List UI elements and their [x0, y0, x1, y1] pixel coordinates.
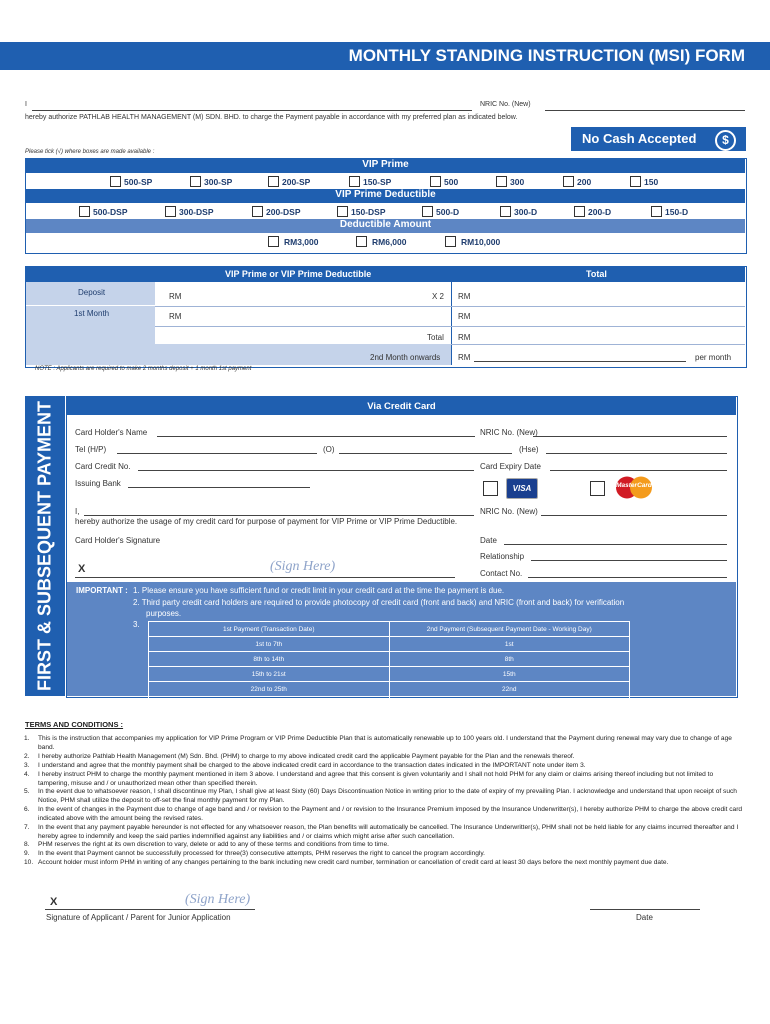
table-row [149, 622, 630, 637]
mastercard-logo-text: MasterCard [616, 482, 652, 489]
credit-card-header [67, 397, 736, 415]
checkbox-200-sp[interactable] [268, 176, 279, 187]
checkbox-200-d[interactable] [574, 206, 585, 217]
tel-o-label: (O) [323, 445, 335, 454]
term-text: In the event that Payment cannot be successfully processed for three(3) consecutive attempts, PHM reserves the right to cancel the program accordingly. [38, 850, 486, 857]
term-number: 7. [24, 824, 30, 831]
schedule-cell: 8th [389, 652, 630, 667]
schedule-cell: 1st to 7th [149, 637, 390, 652]
expiry-field[interactable] [550, 470, 727, 471]
option-300-sp: 300-SP [204, 177, 233, 187]
term-text: PHM reserves the right at its own discretion to vary, delete or add to any of these terms and conditions from time to time. [38, 841, 389, 848]
checkbox-150[interactable] [630, 176, 641, 187]
checkbox-200[interactable] [563, 176, 574, 187]
payment-divider-1 [26, 305, 155, 306]
term-number: 3. [24, 762, 30, 769]
mastercard-logo [612, 476, 656, 499]
option-200-dsp: 200-DSP [266, 207, 301, 217]
checkbox-500-dsp[interactable] [79, 206, 90, 217]
option-500-sp: 500-SP [124, 177, 153, 187]
payment-divider-4 [451, 344, 745, 345]
tel-hp-field[interactable] [117, 453, 317, 454]
total-label: Total [427, 333, 444, 342]
relationship-field[interactable] [531, 560, 727, 561]
option-300: 300 [510, 177, 525, 187]
option-500-dsp: 500-DSP [93, 207, 128, 217]
checkbox-500-sp[interactable] [110, 176, 121, 187]
term-text: In the event that any payment payable hereunder is not effected for any whatsoever reason, the Plan benefits will automatically be cancelled. The Insurance Underwritter(s), PHM shall not be held liable for any claims incurred thereafter and I hereby agree to indemnify and keep the said parties indemnified against any liabilities and / or claims which might arise after such cancellation. [38, 824, 739, 840]
schedule-cell: 26th to 31st [149, 697, 390, 712]
applicant-signature-label: Signature of Applicant / Parent for Junior Application [46, 913, 231, 922]
table-row [149, 637, 630, 652]
issuing-bank-field[interactable] [128, 487, 310, 488]
term-text: This is the instruction that accompanies my application for VIP Prime Program or VIP Prime Deductible Plan that is automatically renewable up to 100 years old. I understand that the Payment during renewal may vary due to change of age band. [38, 735, 732, 751]
applicant-sign-x: X [50, 896, 58, 908]
schedule-cell: 15th [389, 667, 630, 682]
payment-divider-col [451, 282, 452, 365]
holder-sign-x: X [78, 563, 86, 575]
holder-nric-label: NRIC No. (New) [480, 428, 538, 437]
auth-text: hereby authorize PATHLAB HEALTH MANAGEMENT (M) SDN. BHD. to charge the Payment payable in accordance with my preferred plan as indicated below. [25, 114, 518, 121]
holder-date-field[interactable] [504, 544, 727, 545]
vip-deductible-header [26, 189, 745, 203]
option-150-d: 150-D [665, 207, 689, 217]
schedule-cell: 15th to 21st [149, 667, 390, 682]
term-number: 1. [24, 735, 30, 742]
important-point-1: 1. Please ensure you have sufficient fund or credit limit in your credit card at the time the payment is due. [133, 586, 505, 595]
schedule-cell: 1st [389, 637, 630, 652]
holder-nric2-label: NRIC No. (New) [480, 507, 538, 516]
schedule-col-2-header: 2nd Payment (Subsequent Payment Date - Working Day) [389, 622, 630, 637]
applicant-name-field[interactable] [32, 110, 472, 111]
term-number: 9. [24, 850, 30, 857]
card-auth-text: hereby authorize the usage of my credit card for purpose of payment for VIP Prime or VIP Prime Deductible. [75, 517, 458, 526]
checkbox-300[interactable] [496, 176, 507, 187]
payment-table-header [26, 267, 745, 282]
option-150: 150 [644, 177, 659, 187]
term-text: I hereby instruct PHM to charge the monthly payment mentioned in item 3 above. I understand and agree that this consent is given voluntarily and I shall not hold PHM for any claim or claims arising thereof including but not limited to tampering, misuse and / or unauthorized mean other than specified therein. [38, 771, 714, 787]
vip-deductible-header-label: VIP Prime Deductible [335, 189, 436, 200]
first-month-label: 1st Month [74, 309, 110, 318]
checkbox-rm10000[interactable] [445, 236, 456, 247]
checkbox-rm6000[interactable] [356, 236, 367, 247]
schedule-cell: 26th [389, 697, 630, 712]
month1-rm: RM [169, 312, 182, 321]
page-title: MONTHLY STANDING INSTRUCTION (MSI) FORM [348, 46, 745, 65]
option-500-d: 500-D [436, 207, 460, 217]
tel-hse-field[interactable] [546, 453, 727, 454]
checkbox-mastercard[interactable] [590, 481, 605, 496]
tel-hse-label: (Hse) [519, 445, 539, 454]
holder-i-field[interactable] [84, 515, 474, 516]
holder-i-label: I, [75, 507, 80, 516]
card-no-field[interactable] [138, 470, 474, 471]
option-300-d: 300-D [514, 207, 538, 217]
holder-date-label: Date [480, 536, 497, 545]
term-number: 10. [24, 859, 34, 866]
deposit-rm: RM [169, 292, 182, 301]
payment-schedule-table [148, 621, 630, 712]
terms-title: TERMS AND CONDITIONS : [25, 720, 124, 729]
term-text: Account holder must inform PHM in writing of any changes pertaining to the bank including new credit card number, termination or cancellation of credit card at least 30 days before the next monthly payment due date. [38, 859, 669, 866]
option-200-sp: 200-SP [282, 177, 311, 187]
holder-name-label: Card Holder's Name [75, 428, 148, 437]
dollar-icon: $ [715, 130, 736, 151]
checkbox-150-sp[interactable] [349, 176, 360, 187]
issuing-bank-label: Issuing Bank [75, 479, 121, 488]
term-number: 2. [24, 753, 30, 760]
term-number: 6. [24, 806, 30, 813]
term-text: In the event due to whatsoever reason, I shall discontinue my Plan, I shall give at least Sixty (60) Days Discontinuation Notice in writing prior to the date of expiry of my prevailing Plan. I acknowledge and understand that upon receipt of such Notice, PHM shall utilize the deposit to off-set the final monthly payment for my Plan. [38, 788, 737, 804]
deductible-amount-header [26, 219, 745, 233]
holder-signature-field[interactable] [75, 577, 455, 578]
visa-logo-text: VISA [512, 484, 532, 493]
contact-label: Contact No. [480, 569, 523, 578]
checkbox-150-dsp[interactable] [337, 206, 348, 217]
total-rm: RM [458, 333, 471, 342]
table-row [149, 697, 630, 712]
holder-nric2-field[interactable] [541, 515, 727, 516]
vip-prime-header [26, 159, 745, 173]
checkbox-500[interactable] [430, 176, 441, 187]
per-month-label: per month [695, 353, 732, 362]
auth-i: I [25, 101, 27, 108]
deposit-total-rm: RM [458, 292, 471, 301]
tel-hp-label: Tel (H/P) [75, 445, 107, 454]
important-label: IMPORTANT : [76, 586, 128, 595]
option-300-dsp: 300-DSP [179, 207, 214, 217]
important-point-2: 2. Third party credit card holders are required to provide photocopy of credit card (front and back) and NRIC (front and back) for verification [133, 598, 625, 607]
option-rm3000: RM3,000 [284, 237, 319, 247]
table-row [149, 682, 630, 697]
checkbox-300-sp[interactable] [190, 176, 201, 187]
option-200: 200 [577, 177, 592, 187]
schedule-cell: 8th to 14th [149, 652, 390, 667]
deposit-x2: X 2 [432, 292, 445, 301]
option-150-sp: 150-SP [363, 177, 392, 187]
payment-divider-3 [155, 326, 745, 327]
checkbox-500-d[interactable] [422, 206, 433, 217]
no-cash-label: No Cash Accepted [582, 131, 697, 146]
option-rm6000: RM6,000 [372, 237, 407, 247]
side-title: FIRST & SUBSEQUENT PAYMENT [34, 400, 55, 692]
contact-field[interactable] [528, 577, 727, 578]
schedule-cell: 22nd to 25th [149, 682, 390, 697]
card-no-label: Card Credit No. [75, 462, 131, 471]
second-month-rm: RM [458, 353, 471, 362]
checkbox-rm3000[interactable] [268, 236, 279, 247]
checkbox-150-d[interactable] [651, 206, 662, 217]
relationship-label: Relationship [480, 552, 525, 561]
visa-logo [506, 478, 538, 499]
applicant-sign-here: (Sign Here) [185, 892, 251, 907]
second-month-label: 2nd Month onwards [370, 353, 441, 362]
side-title-bar [25, 396, 65, 696]
option-150-dsp: 150-DSP [351, 207, 386, 217]
term-number: 5. [24, 788, 30, 795]
term-number: 8. [24, 841, 30, 848]
term-text: I understand and agree that the monthly payment shall be charged to the above indicated credit card in accordance to the transaction dates indicated in the IMPORTANT note under item 3. [38, 762, 586, 769]
important-point-2b: purposes. [146, 609, 182, 618]
applicant-nric-field[interactable] [545, 110, 745, 111]
expiry-label: Card Expiry Date [480, 462, 541, 471]
important-point-3: 3. [133, 620, 140, 629]
please-tick-note: Please tick (√) where boxes are made available : [25, 149, 155, 155]
payment-divider-2 [155, 306, 745, 307]
second-month-amount-field[interactable] [474, 361, 686, 362]
table-row [149, 652, 630, 667]
holder-nric-field[interactable] [533, 436, 727, 437]
holder-signature-label: Card Holder's Signature [75, 536, 161, 545]
term-number: 4. [24, 771, 30, 778]
applicant-date-label: Date [636, 913, 653, 922]
table-row [149, 667, 630, 682]
applicant-signature-field[interactable] [45, 909, 255, 910]
option-rm10000: RM10,000 [461, 237, 501, 247]
checkbox-200-dsp[interactable] [252, 206, 263, 217]
month1-total-rm: RM [458, 312, 471, 321]
option-200-d: 200-D [588, 207, 612, 217]
checkbox-visa[interactable] [483, 481, 498, 496]
schedule-cell: 22nd [389, 682, 630, 697]
deposit-note: NOTE : Applicants are required to make 2 months deposit + 1 month 1st payment [35, 366, 252, 372]
tel-o-field[interactable] [339, 453, 512, 454]
holder-sign-here: (Sign Here) [270, 559, 336, 574]
deductible-amount-header-label: Deductible Amount [339, 219, 432, 230]
checkbox-300-dsp[interactable] [165, 206, 176, 217]
credit-card-header-label: Via Credit Card [367, 401, 436, 412]
term-text: I hereby authorize Pathlab Health Management (M) Sdn. Bhd. (PHM) to charge to my above indicated credit card the applicable Payment payable for the Plan and the renewals thereof. [38, 753, 575, 760]
term-text: In the event of changes in the Payment due to change of age band and / or revision to the Payment and / or revision to the Insurance Premium imposed by the Insurance Underwritter(s), I hereby authorize PHM to charge the above credit card indicated above with the amount being the revised rates. [38, 806, 743, 822]
payment-table-header-1: VIP Prime or VIP Prime Deductible [225, 269, 372, 279]
vip-prime-header-label: VIP Prime [362, 159, 409, 170]
title-bar [0, 42, 770, 70]
payment-table-header-2: Total [586, 269, 607, 279]
no-cash-badge [571, 127, 746, 151]
auth-nric-label: NRIC No. (New) [480, 101, 531, 108]
holder-name-field[interactable] [157, 436, 475, 437]
option-500: 500 [444, 177, 459, 187]
checkbox-300-d[interactable] [500, 206, 511, 217]
deposit-label: Deposit [78, 288, 106, 297]
schedule-col-1-header: 1st Payment (Transaction Date) [149, 622, 390, 637]
applicant-date-field[interactable] [590, 909, 700, 910]
